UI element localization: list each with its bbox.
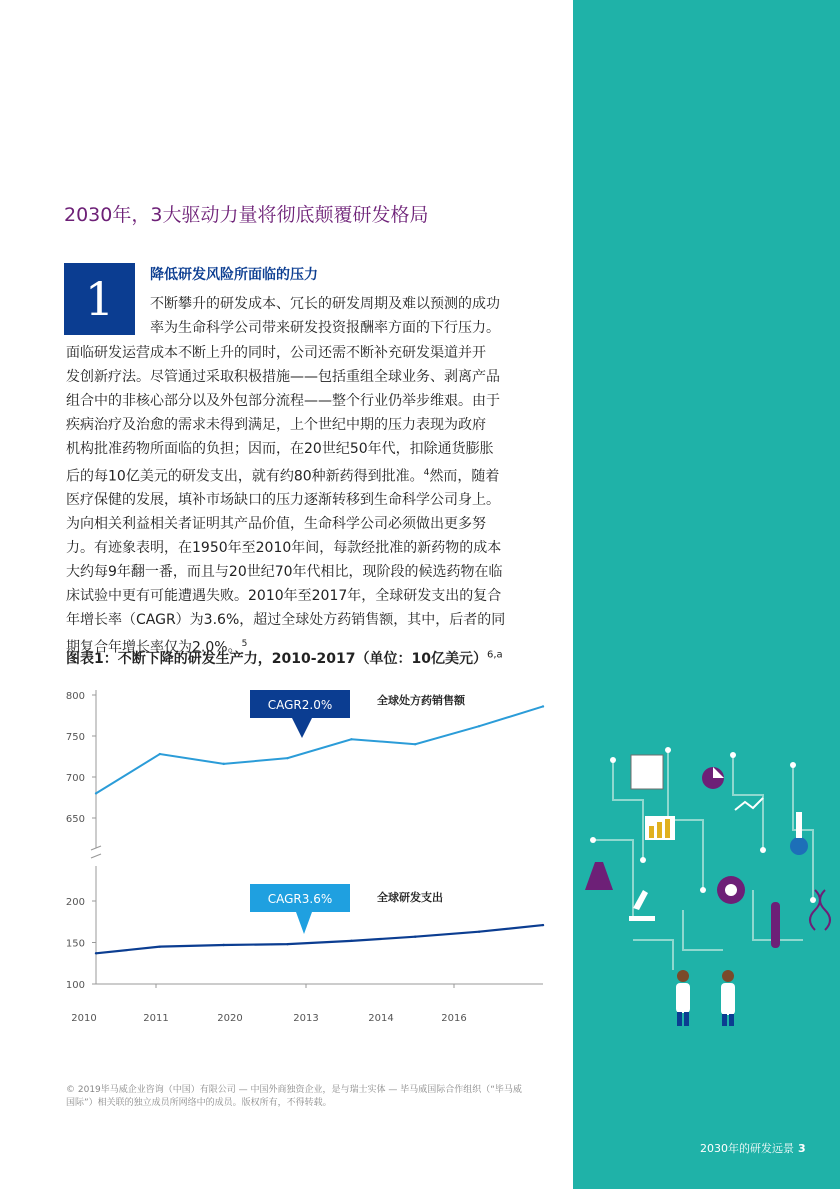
body-line: 年增长率（CAGR）为3.6%，超过全球处方药销售额，其中，后者的同: [66, 611, 506, 628]
cagr-callout-label: CAGR3.6%: [267, 892, 333, 906]
x-tick-label: 2016: [441, 1013, 467, 1024]
body-line: 为向相关利益相关者证明其产品价值，生命科学公司必须做出更多努: [66, 516, 486, 532]
body-line: 组合中的非核心部分以及外包部分流程——整个行业仍举步维艰。由于: [66, 392, 500, 409]
data-point: [159, 945, 161, 947]
data-point: [478, 931, 480, 933]
figure-footnote-ref: 6,a: [486, 649, 503, 661]
intro-paragraph: [150, 292, 555, 340]
y-tick-label: 800: [65, 691, 85, 702]
data-point: [286, 943, 288, 945]
copyright-line: © 2019毕马威企业咨询（中国）有限公司 — 中国外商独资企业，是与瑞士实体 — 毕马威国际合作组织（“毕马威: [66, 1085, 522, 1095]
axis-break-mark: [91, 846, 101, 858]
page-number: 3: [798, 1142, 806, 1155]
page-label: 2030年的研发远景: [700, 1142, 794, 1155]
body-line: [66, 462, 561, 490]
footnote-ref: 5: [241, 638, 248, 649]
copyright-footer: [66, 1084, 566, 1110]
lab-illustration: [573, 740, 840, 1040]
figure-title-text: 图表1：不断下降的研发生产力，2010-2017（单位：10亿美元）: [66, 651, 487, 667]
x-tick-label: 2014: [368, 1013, 394, 1024]
x-tick-label: 2020: [217, 1013, 243, 1024]
beaker-icon: [585, 862, 613, 890]
y-tick-label: 100: [65, 980, 85, 991]
microscope-icon: [633, 890, 648, 910]
body-line: 面临研发运营成本不断上升的同时，公司还需不断补充研发渠道并开: [66, 345, 486, 361]
data-point: [223, 763, 225, 765]
body-line: 机构批准药物所面临的负担；因而，在20世纪50年代，扣除通货膨胀: [66, 440, 494, 457]
data-point: [414, 743, 416, 745]
body-line: 床试验中更有可能遭遇失败。2010年至2017年，全球研发支出的复合: [66, 587, 502, 604]
series-line: [96, 706, 543, 793]
section-title: 2030年，3大驱动力量将彻底颠覆研发格局: [64, 204, 429, 226]
body-line: 医疗保健的发展，填补市场缺口的压力逐渐转移到生命科学公司身上。: [66, 492, 500, 509]
data-point: [478, 725, 480, 727]
x-tick-label: 2011: [143, 1013, 169, 1024]
document-icon: [631, 755, 663, 789]
series-label: 全球研发支出: [377, 891, 443, 904]
body-line-text: 期复合年增长率仅为2.0%。: [66, 639, 242, 656]
data-point: [95, 952, 97, 954]
y-tick-label: 750: [65, 732, 85, 743]
body-line: 力。有迹象表明，在1950年至2010年间，每款经批准的新药物的成本: [66, 539, 502, 556]
body-line: 发创新疗法。尽管通过采取积极措施——包括重组全球业务、剥离产品: [66, 368, 500, 385]
data-point: [414, 935, 416, 937]
data-point: [542, 924, 544, 926]
y-tick-label: 700: [65, 773, 85, 784]
body-paragraph: [66, 342, 561, 660]
y-tick-label: 650: [65, 814, 85, 825]
figure-title: [66, 648, 503, 668]
x-tick-label: 2010: [71, 1013, 97, 1024]
body-line: 大约每9年翻一番，而且与20世纪70年代相比，现阶段的候选药物在临: [66, 563, 503, 580]
body-line-text: 后的每10亿美元的研发支出，就有约80种新药得到批准。: [66, 468, 424, 485]
series-line: [96, 925, 543, 953]
scientist-figures: [676, 970, 735, 1026]
intro-line: 率为生命科学公司带来研发投资报酬率方面的下行压力。: [150, 320, 500, 336]
intro-line: 不断攀升的研发成本、冗长的研发周期及难以预测的成功: [150, 296, 500, 312]
data-point: [95, 792, 97, 794]
driver-number-box: 1: [64, 263, 135, 335]
data-point: [542, 705, 544, 707]
copyright-line: 国际”）相关联的独立成员所网络中的成员。版权所有，不得转载。: [66, 1098, 332, 1108]
body-line: 疾病治疗及治愈的需求未得到满足，上个世纪中期的压力表现为政府: [66, 416, 486, 433]
series-label: 全球处方药销售额: [377, 694, 465, 707]
cagr-callout-label: CAGR2.0%: [267, 698, 333, 712]
y-tick-label: 200: [65, 897, 85, 908]
line-graph-icon: [735, 798, 763, 810]
data-point: [350, 738, 352, 740]
y-tick-label: 150: [65, 938, 85, 950]
data-point: [159, 753, 161, 755]
body-line-tail: 然而，随着: [429, 468, 500, 485]
data-point: [350, 940, 352, 942]
driver-heading: 降低研发风险所面临的压力: [150, 267, 318, 283]
x-tick-label: 2013: [293, 1013, 319, 1024]
data-point: [223, 944, 225, 946]
data-point: [286, 757, 288, 759]
rd-productivity-chart: [60, 680, 560, 1030]
test-tube-icon: [771, 902, 780, 948]
footnote-ref: 4: [423, 467, 430, 478]
flask-icon: [790, 837, 808, 855]
page-footer: [700, 1140, 806, 1156]
